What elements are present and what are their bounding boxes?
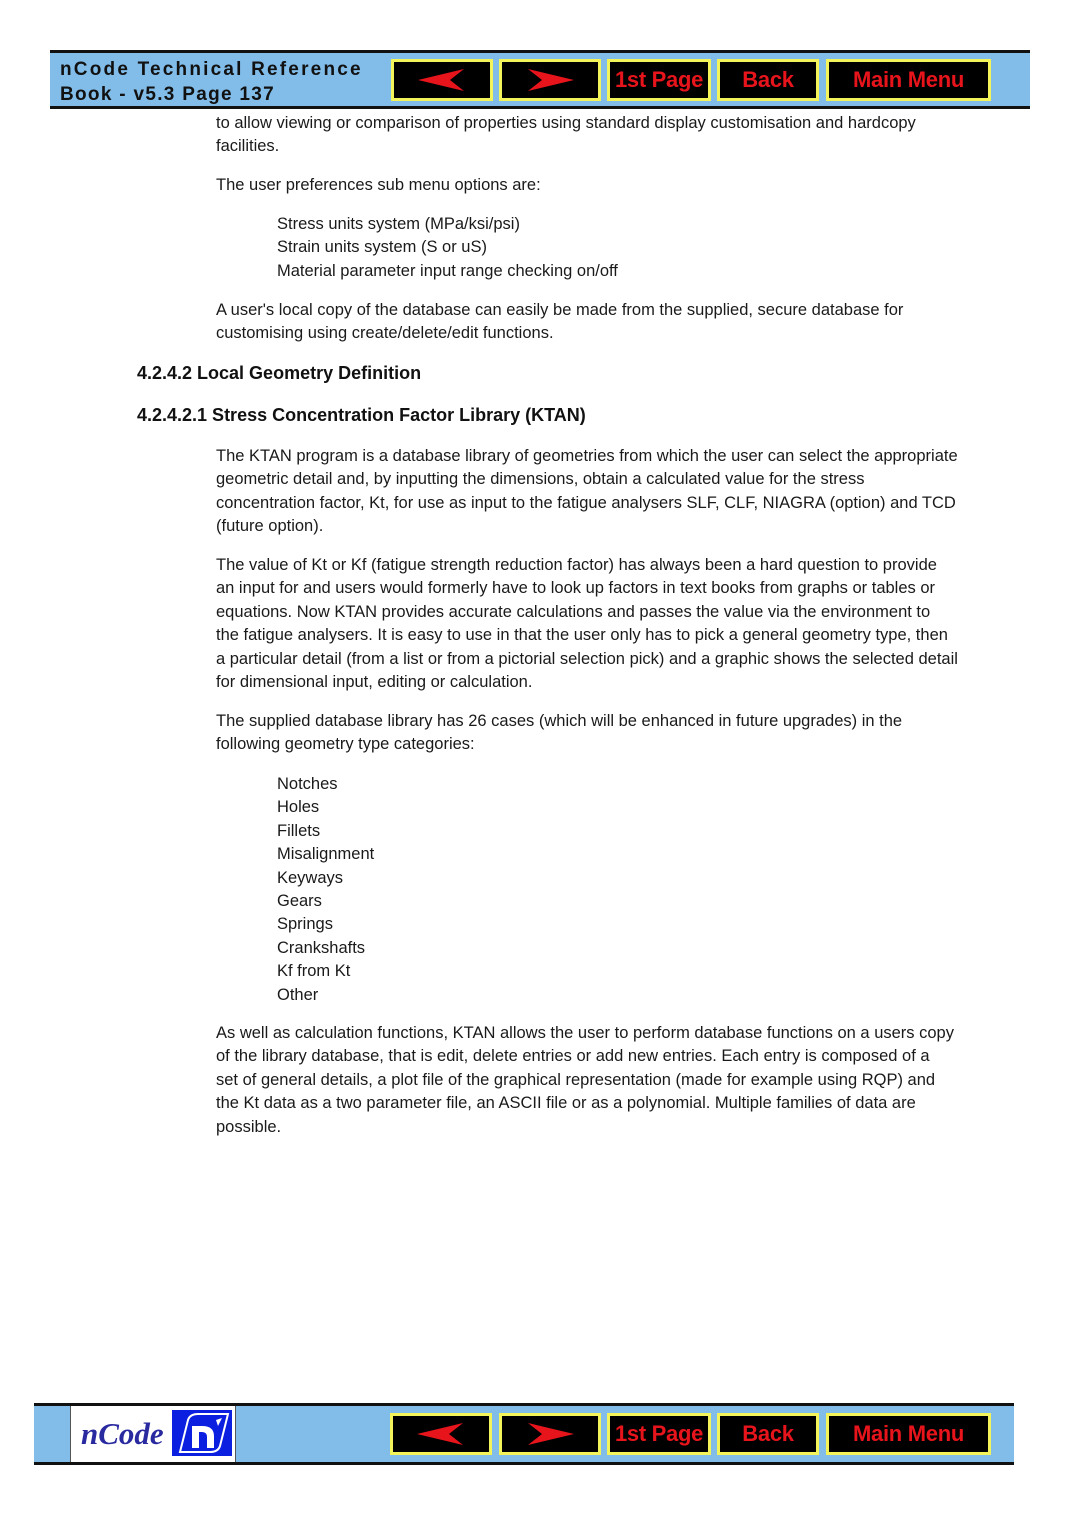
- text-line: The value of Kt or Kf (fatigue strength reduction factor) has always been a hard question to provide: [216, 556, 937, 574]
- category-item: Keyways: [277, 869, 344, 887]
- first-page-button[interactable]: 1st Page: [607, 1413, 711, 1455]
- list-item: Strain units system (S or uS): [277, 238, 487, 256]
- text-line: an input for and users would formerly have to look up factors in text books from graphs or tables or: [216, 579, 936, 598]
- text-line: A user's local copy of the database can easily be made from the supplied, secure database for: [216, 301, 904, 319]
- next-page-button[interactable]: [499, 59, 601, 101]
- text-line: facilities.: [216, 137, 280, 156]
- text-line: to allow viewing or comparison of properties using standard display customisation and hardcopy: [216, 114, 916, 132]
- title-line-2: Book - v5.3 Page 137: [60, 84, 276, 105]
- section-heading: 4.2.4.2 Local Geometry Definition: [137, 363, 422, 383]
- list-item: Material parameter input range checking on/off: [277, 262, 618, 280]
- arrow-left-icon: [415, 1422, 467, 1446]
- category-item: Notches: [277, 775, 338, 793]
- paragraph-ktan-intro: [216, 445, 1016, 539]
- text-line: of the library database, that is edit, delete entries or add new entries. Each entry is composed of a: [216, 1047, 930, 1066]
- top-navigation-bar: [50, 50, 1030, 109]
- text-line: for dimensional input, editing or calculation.: [216, 673, 533, 692]
- category-item: Misalignment: [277, 845, 375, 863]
- ncode-n-logo-icon: [172, 1410, 232, 1456]
- category-item: Other: [277, 986, 319, 1004]
- arrow-right-icon: [524, 1422, 576, 1446]
- text-line: (future option).: [216, 517, 324, 536]
- main-menu-button[interactable]: Main Menu: [826, 59, 991, 101]
- logo-text: nCode: [81, 1416, 164, 1451]
- main-menu-button[interactable]: Main Menu: [826, 1413, 991, 1455]
- list-item: Stress units system (MPa/ksi/psi): [277, 215, 520, 233]
- text-line: The supplied database library has 26 cases (which will be enhanced in future upgrades) in the: [216, 712, 903, 730]
- previous-page-button[interactable]: [391, 59, 493, 101]
- category-item: Springs: [277, 915, 333, 933]
- document-title: [60, 57, 363, 107]
- paragraph-intro: [216, 112, 1016, 159]
- category-item: Gears: [277, 892, 322, 910]
- category-item: Crankshafts: [277, 939, 366, 957]
- category-item: Fillets: [277, 822, 321, 840]
- subsection-heading: 4.2.4.2.1 Stress Concentration Factor Library (KTAN): [137, 405, 586, 425]
- text-line: As well as calculation functions, KTAN allows the user to perform database functions on a users copy: [216, 1024, 954, 1042]
- text-line: the Kt data as a two parameter file, an ASCII file or as a polynomial. Multiple families of data are: [216, 1094, 916, 1113]
- text-line: the fatigue analysers. It is easy to use in that the user only has to pick a general geometry type, then: [216, 626, 948, 645]
- arrow-right-icon: [524, 68, 576, 92]
- first-page-button[interactable]: 1st Page: [607, 59, 711, 101]
- paragraph-kt-kf: [216, 554, 1016, 694]
- text-line: possible.: [216, 1117, 282, 1136]
- text-line: customising using create/delete/edit functions.: [216, 324, 554, 343]
- bottom-navigation-bar: [34, 1403, 1014, 1465]
- arrow-left-icon: [416, 68, 468, 92]
- text-line: set of general details, a plot file of the graphical representation (made for example using RQP) and: [216, 1070, 936, 1089]
- paragraph-database-library: [216, 710, 1016, 757]
- text-line: a particular detail (from a list or from a pictorial selection pick) and a graphic shows the selected detail: [216, 649, 958, 668]
- text-line: concentration factor, Kt, for use as input to the fatigue analysers SLF, CLF, NIAGRA (option) and TCD: [216, 493, 956, 512]
- next-page-button[interactable]: [499, 1413, 601, 1455]
- text-line: The KTAN program is a database library of geometries from which the user can select the appropriate: [216, 447, 958, 465]
- paragraph-database-functions: [216, 1022, 1016, 1139]
- text-line: equations. Now KTAN provides accurate calculations and passes the value via the environment to: [216, 602, 931, 621]
- back-button[interactable]: Back: [717, 1413, 819, 1455]
- paragraph-local-copy: [216, 299, 1016, 346]
- back-button[interactable]: Back: [717, 59, 819, 101]
- text-line: following geometry type categories:: [216, 735, 475, 754]
- category-item: Kf from Kt: [277, 962, 351, 980]
- paragraph-prefs-intro: The user preferences sub menu options are:: [216, 176, 541, 194]
- title-line-1: nCode Technical Reference: [60, 59, 363, 80]
- previous-page-button[interactable]: [390, 1413, 492, 1455]
- ncode-logo: [70, 1406, 236, 1462]
- category-item: Holes: [277, 798, 320, 816]
- text-line: geometric detail and, by inputting the dimensions, obtain a calculated value for the stress: [216, 470, 865, 489]
